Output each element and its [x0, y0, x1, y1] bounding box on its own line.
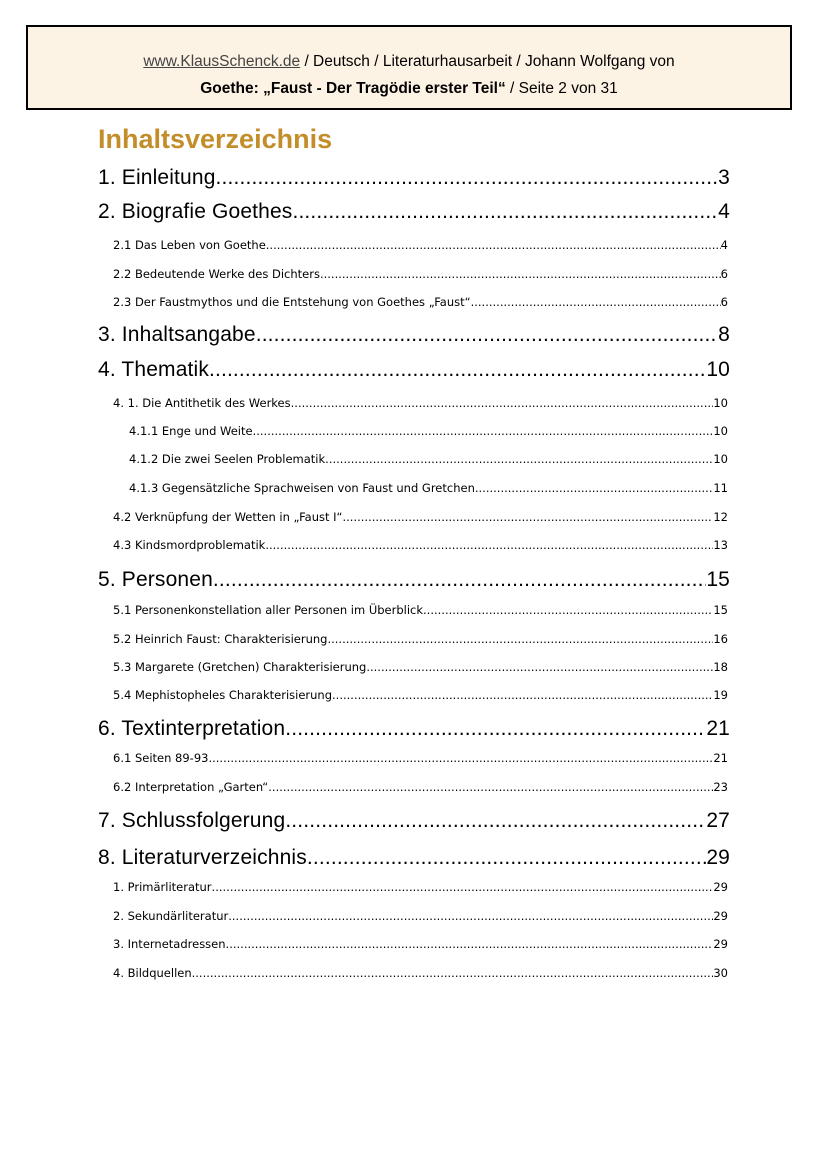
toc-entry-label: 3. Inhaltsangabe — [98, 323, 256, 346]
toc-entry-page-number: 6 — [720, 295, 728, 309]
toc-entry-page-number: 10 — [713, 452, 728, 466]
header-line-2 — [28, 75, 790, 102]
toc-entry-label: 4.3 Kindsmordproblematik — [113, 538, 266, 552]
toc-dot-leader — [228, 909, 713, 923]
toc-entry-page-number: 29 — [713, 880, 728, 894]
toc-entry-page-number: 23 — [713, 780, 728, 794]
toc-entry-label: 1. Primärliteratur — [113, 880, 212, 894]
toc-entry-page-number: 8 — [718, 323, 730, 346]
toc-dot-leader — [266, 238, 721, 252]
header-page-info: / Seite 2 von 31 — [505, 80, 618, 97]
toc-entry[interactable] — [98, 323, 730, 349]
toc-entry-page-number: 6 — [720, 267, 728, 281]
toc-entry-label: 2. Sekundärliteratur — [113, 909, 229, 923]
toc-entry-label: 7. Schlussfolgerung — [98, 809, 286, 832]
toc-dot-leader — [423, 603, 713, 617]
toc-entry[interactable] — [113, 538, 728, 554]
toc-entry-page-number: 18 — [713, 660, 728, 674]
toc-entry-page-number: 4 — [720, 238, 728, 252]
toc-entry-label: 6.2 Interpretation „Garten“ — [113, 780, 269, 794]
toc-entry[interactable] — [129, 424, 728, 440]
toc-dot-leader — [471, 295, 721, 309]
toc-dot-leader — [226, 937, 714, 951]
toc-dot-leader — [343, 510, 714, 524]
toc-dot-leader — [208, 751, 713, 765]
toc-dot-leader — [268, 780, 713, 794]
toc-dot-leader — [366, 660, 713, 674]
toc-dot-leader — [253, 424, 714, 438]
toc-entry[interactable] — [129, 481, 728, 497]
toc-entry-page-number: 15 — [713, 603, 728, 617]
toc-dot-leader — [475, 481, 713, 495]
toc-entry-page-number: 15 — [706, 568, 730, 591]
toc-dot-leader — [327, 632, 713, 646]
toc-entry[interactable] — [113, 780, 728, 796]
toc-entry-page-number: 21 — [713, 751, 728, 765]
toc-entry[interactable] — [129, 452, 728, 468]
page-header-box — [26, 25, 792, 110]
toc-dot-leader — [192, 966, 714, 980]
toc-entry[interactable] — [113, 751, 728, 767]
toc-dot-leader — [285, 717, 706, 741]
toc-entry-label: 5.2 Heinrich Faust: Charakterisierung — [113, 632, 328, 646]
toc-entry[interactable] — [113, 603, 728, 619]
toc-dot-leader — [209, 358, 706, 382]
toc-entry-page-number: 29 — [713, 909, 728, 923]
toc-entry-label: 2.1 Das Leben von Goethe — [113, 238, 266, 252]
toc-entry[interactable] — [98, 809, 730, 835]
toc-entry-page-number: 21 — [706, 717, 730, 740]
toc-entry[interactable] — [98, 166, 730, 192]
toc-entry[interactable] — [113, 660, 728, 676]
site-link[interactable]: www.KlausSchenck.de — [143, 53, 301, 70]
toc-entry-label: 4. Thematik — [98, 358, 209, 381]
toc-entry-label: 4.2 Verknüpfung der Wetten in „Faust I“ — [113, 510, 343, 524]
toc-dot-leader — [291, 396, 714, 410]
toc-entry-label: 3. Internetadressen — [113, 937, 226, 951]
toc-entry-label: 4.1.2 Die zwei Seelen Problematik — [129, 452, 326, 466]
toc-entry[interactable] — [113, 267, 728, 283]
toc-entry-page-number: 30 — [713, 966, 728, 980]
toc-dot-leader — [285, 809, 706, 833]
toc-entry-label: 5. Personen — [98, 568, 213, 591]
toc-entry-label: 6. Textinterpretation — [98, 717, 286, 740]
toc-entry-label: 5.1 Personenkonstellation aller Personen im Überblick — [113, 603, 424, 617]
toc-entry-page-number: 10 — [713, 424, 728, 438]
toc-entry-label: 4.1.1 Enge und Weite — [129, 424, 253, 438]
toc-entry-page-number: 27 — [706, 809, 730, 832]
toc-dot-leader — [213, 568, 706, 592]
toc-dot-leader — [212, 880, 714, 894]
toc-entry[interactable] — [113, 937, 728, 953]
header-work-title: Goethe: „Faust - Der Tragödie erster Teil“ — [200, 80, 506, 97]
toc-entry-label: 4. 1. Die Antithetik des Werkes — [113, 396, 291, 410]
toc-dot-leader — [256, 323, 718, 347]
toc-entry[interactable] — [113, 238, 728, 254]
toc-entry[interactable] — [98, 358, 730, 384]
toc-entry[interactable] — [113, 632, 728, 648]
toc-dot-leader — [325, 452, 713, 466]
toc-entry-label: 2.3 Der Faustmythos und die Entstehung von Goethes „Faust“ — [113, 295, 471, 309]
toc-entry-label: 4.1.3 Gegensätzliche Sprachweisen von Faust und Gretchen — [129, 481, 475, 495]
toc-entry-page-number: 3 — [718, 166, 730, 189]
toc-dot-leader — [332, 688, 713, 702]
toc-entry-page-number: 29 — [713, 937, 728, 951]
header-line-1 — [28, 48, 790, 75]
toc-entry[interactable] — [98, 717, 730, 743]
toc-entry-page-number: 11 — [713, 481, 728, 495]
toc-entry-label: 8. Literaturverzeichnis — [98, 846, 307, 869]
header-breadcrumb: / Deutsch / Literaturhausarbeit / Johann Wolfgang von — [300, 53, 675, 70]
toc-entry[interactable] — [113, 966, 728, 982]
toc-entry-label: 4. Bildquellen — [113, 966, 192, 980]
toc-entry[interactable] — [98, 200, 730, 226]
toc-entry-page-number: 4 — [718, 200, 730, 223]
toc-dot-leader — [307, 846, 706, 870]
toc-entry-page-number: 16 — [713, 632, 728, 646]
toc-entry[interactable] — [113, 510, 728, 526]
toc-entry[interactable] — [113, 909, 728, 925]
toc-entry-label: 2.2 Bedeutende Werke des Dichters — [113, 267, 320, 281]
toc-entry-page-number: 12 — [713, 510, 728, 524]
toc-entry[interactable] — [98, 846, 730, 872]
toc-entry-label: 5.4 Mephistopheles Charakterisierung — [113, 688, 333, 702]
toc-entry-page-number: 13 — [713, 538, 728, 552]
toc-entry-page-number: 29 — [706, 846, 730, 869]
toc-dot-leader — [265, 538, 713, 552]
toc-entry[interactable] — [113, 880, 728, 896]
toc-entry[interactable] — [113, 396, 728, 412]
toc-entry-page-number: 10 — [713, 396, 728, 410]
toc-entry-page-number: 10 — [706, 358, 730, 381]
toc-dot-leader — [216, 166, 719, 190]
toc-entry[interactable] — [113, 295, 728, 311]
toc-entry[interactable] — [98, 568, 730, 594]
toc-dot-leader — [320, 267, 721, 281]
toc-entry-label: 2. Biografie Goethes — [98, 200, 293, 223]
toc-title: Inhaltsverzeichnis — [98, 124, 333, 154]
toc-entry-page-number: 19 — [713, 688, 728, 702]
toc-entry-label: 1. Einleitung — [98, 166, 216, 189]
toc-dot-leader — [292, 200, 718, 224]
toc-entry-label: 6.1 Seiten 89-93 — [113, 751, 209, 765]
toc-entry-label: 5.3 Margarete (Gretchen) Charakterisierung — [113, 660, 367, 674]
toc-entry[interactable] — [113, 688, 728, 704]
